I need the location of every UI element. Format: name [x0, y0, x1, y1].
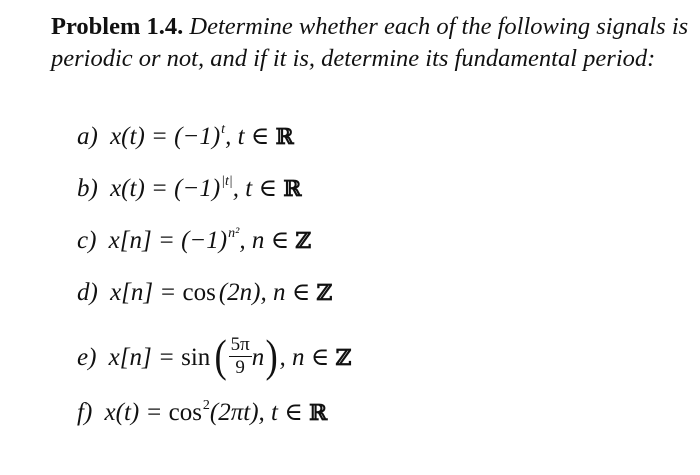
item-c	[77, 226, 311, 260]
equation-lhs: x(t) =	[104, 399, 169, 426]
item-b	[77, 174, 302, 208]
item-letter: d)	[77, 279, 98, 306]
exponent: 2	[202, 398, 210, 413]
exponent: n²	[228, 226, 240, 241]
exponent: |t|	[221, 174, 233, 189]
domain-separator: , t ∈	[232, 175, 284, 202]
domain-set: ℝ	[275, 124, 294, 150]
item-letter: c)	[77, 227, 97, 254]
function-name: cos	[182, 279, 216, 306]
item-a	[77, 122, 294, 156]
item-letter: a)	[77, 123, 98, 150]
item-letter: e)	[77, 344, 97, 372]
fraction-denominator: 9	[235, 357, 245, 378]
right-paren: )	[265, 329, 279, 381]
domain-set: ℝ	[283, 176, 302, 202]
fraction-numerator: 5π	[230, 334, 250, 355]
equation-lhs: x[n] =	[110, 279, 183, 306]
domain-set: ℝ	[309, 400, 328, 426]
domain-separator: , n ∈	[260, 279, 317, 306]
domain-separator: , t ∈	[225, 123, 276, 150]
domain-separator: , n ∈	[279, 344, 336, 372]
fraction	[229, 335, 252, 378]
exponent: t	[221, 122, 226, 137]
function-argument: (2πt)	[209, 399, 259, 426]
domain-separator: , t ∈	[258, 399, 309, 426]
item-d	[77, 278, 333, 308]
equation-lhs: x(t) = (−1)	[110, 175, 221, 202]
item-f	[77, 398, 327, 432]
item-letter: b)	[77, 175, 98, 202]
item-letter: f)	[77, 399, 93, 426]
left-paren: (	[214, 329, 228, 381]
domain-set: ℤ	[335, 345, 352, 372]
item-e	[77, 329, 352, 381]
domain-set: ℤ	[316, 280, 333, 306]
problem-statement: Determine whether each of the following signals is periodic or not, and if it is, determine its fundamental period:	[51, 13, 689, 72]
fraction-variable: n	[251, 344, 265, 372]
function-name: cos	[168, 399, 202, 426]
equation-lhs: x[n] =	[108, 344, 182, 372]
problem-heading	[51, 11, 691, 75]
equation-lhs: x(t) = (−1)	[110, 123, 221, 150]
function-argument: (2n)	[218, 279, 261, 306]
problem-label: Problem 1.4.	[51, 13, 184, 40]
function-name: sin	[181, 344, 211, 372]
domain-separator: , n ∈	[239, 227, 296, 254]
domain-set: ℤ	[295, 228, 312, 254]
equation-lhs: x[n] = (−1)	[108, 227, 228, 254]
